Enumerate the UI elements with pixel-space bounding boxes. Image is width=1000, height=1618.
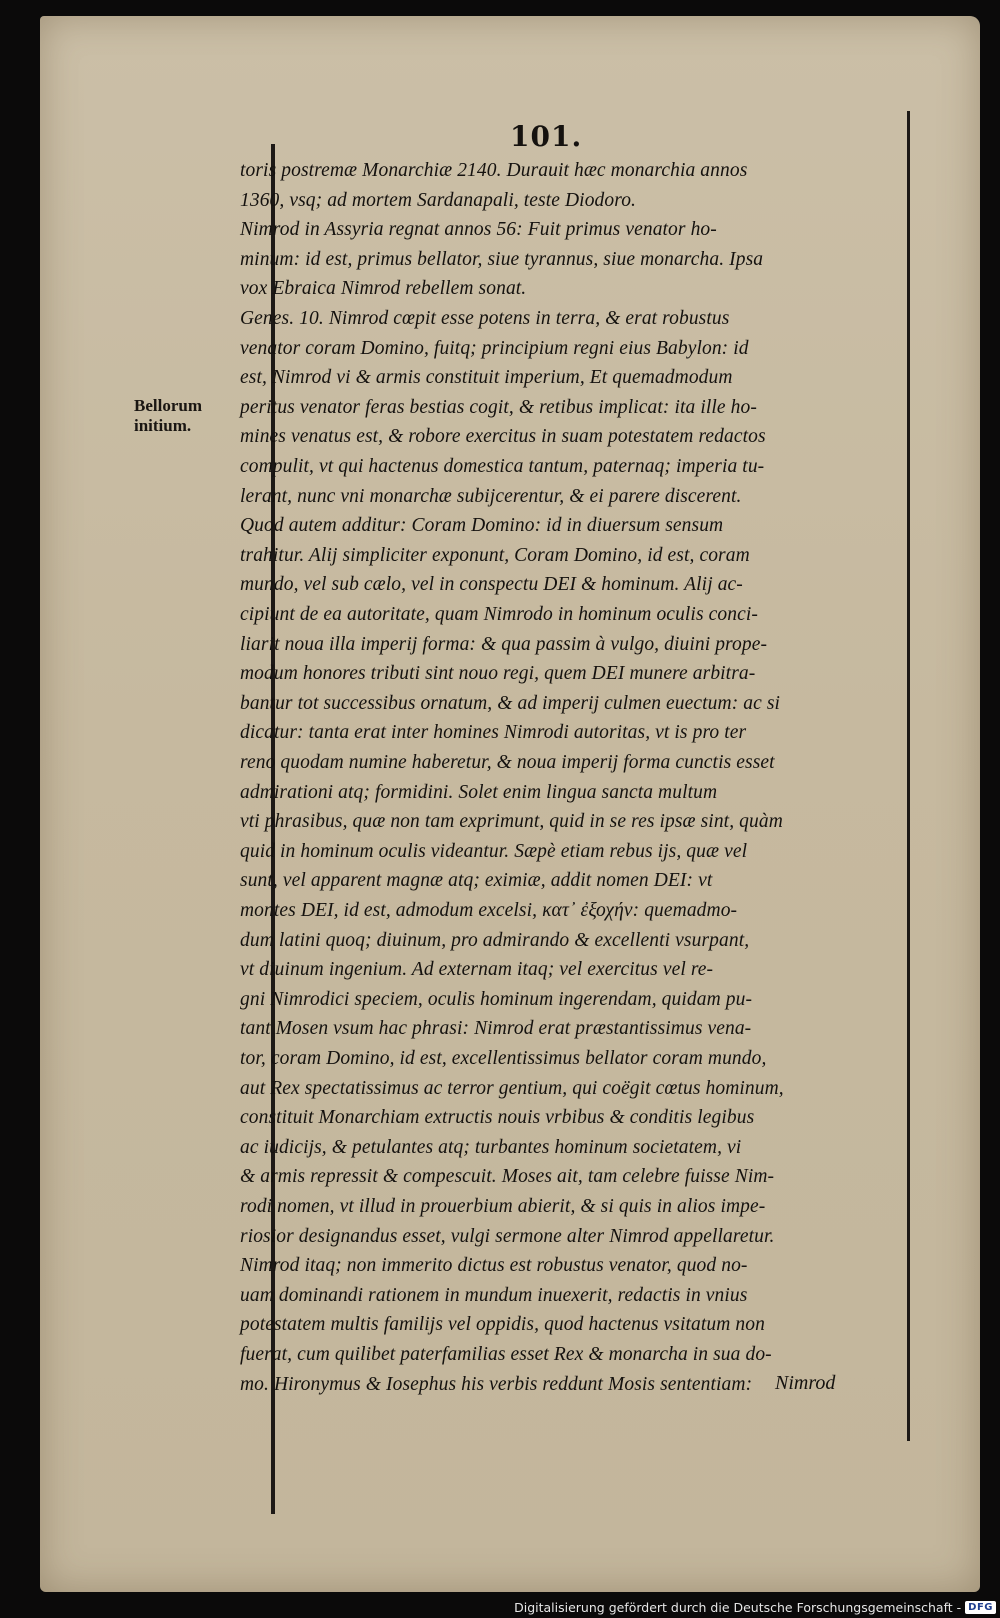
footer-credit: Digitalisierung gefördert durch die Deutsche Forschungsgemeinschaft -: [514, 1599, 962, 1615]
text-line: tor, coram Domino, id est, excellentissimus bellator coram mundo,: [240, 1048, 767, 1069]
text-line: Nimrod in Assyria regnat annos 56: Fuit primus venator ho-: [240, 219, 717, 241]
text-line: fuerat, cum quilibet paterfamilias esset Rex & monarcha in sua do-: [240, 1344, 772, 1365]
marginal-note-line: Bellorum: [134, 396, 202, 415]
text-line: aut Rex spectatissimus ac terror gentium, qui coëgit cœtus hominum,: [240, 1077, 784, 1099]
text-line: vti phrasibus, quæ non tam exprimunt, quid in se res ipsæ sint, quàm: [240, 811, 783, 833]
page-number: 101.: [510, 120, 583, 153]
text-line: ac iudicijs, & petulantes atq; turbantes hominum societatem, vi: [240, 1136, 742, 1158]
text-line: toris postremæ Monarchiæ 2140. Durauit hæc monarchia annos: [240, 160, 748, 181]
text-line: cipiunt de ea autoritate, quam Nimrodo in hominum oculis conci-: [240, 604, 758, 625]
text-line: mo. Hironymus & Iosephus his verbis reddunt Mosis sententiam:: [240, 1373, 753, 1395]
text-line: compulit, vt qui hactenus domestica tantum, paternaq; imperia tu-: [240, 456, 765, 477]
text-line: vt diuinum ingenium. Ad externam itaq; vel exercitus vel re-: [240, 959, 714, 981]
text-line: liarit noua illa imperij forma: & qua passim à vulgo, diuini prope-: [240, 633, 768, 655]
catchword: Nimrod: [775, 1372, 836, 1394]
text-line: dicatur: tanta erat inter homines Nimrodi autoritas, vt is pro ter: [240, 722, 747, 744]
text-line: potestatem multis familijs vel oppidis, quod hactenus vsitatum non: [240, 1314, 765, 1336]
text-line: admirationi atq; formidini. Solet enim lingua sancta multum: [240, 781, 718, 803]
marginal-note: [134, 396, 224, 436]
text-line: Nimrod itaq; non immerito dictus est robustus venator, quod no-: [240, 1255, 748, 1277]
text-line: peritus venator feras bestias cogit, & retibus implicat: ita ille ho-: [240, 396, 757, 418]
text-line: gni Nimrodici speciem, oculis hominum ingerendam, quidam pu-: [240, 988, 753, 1010]
text-line: bantur tot successibus ornatum, & ad imperij culmen euectum: ac si: [240, 692, 781, 714]
text-line: 1360, vsq; ad mortem Sardanapali, teste Diodoro.: [240, 189, 637, 211]
digitization-footer: [514, 1597, 996, 1617]
right-column-rule: [907, 111, 910, 1441]
dfg-logo: DFG: [965, 1601, 996, 1614]
text-line: Quod autem additur: Coram Domino: id in diuersum sensum: [240, 515, 724, 537]
text-line: modum honores tributi sint nouo regi, quem DEI munere arbitra-: [240, 663, 756, 685]
text-line: minum: id est, primus bellator, siue tyrannus, siue monarcha. Ipsa: [240, 248, 764, 270]
text-line: uam dominandi rationem in mundum inuexerit, redactis in vnius: [240, 1284, 748, 1306]
text-line: constituit Monarchiam extructis nouis vrbibus & conditis legibus: [240, 1107, 755, 1129]
text-line: tant Mosen vsum hac phrasi: Nimrod erat præstantissimus vena-: [240, 1018, 752, 1040]
text-line: mundo, vel sub cælo, vel in conspectu DEI & hominum. Alij ac-: [240, 574, 743, 596]
text-line: est, Nimrod vi & armis constituit imperium, Et quemadmodum: [240, 367, 733, 389]
text-line: venator coram Domino, fuitq; principium regni eius Babylon: id: [240, 337, 749, 359]
text-line: lerant, nunc vni monarchæ subijcerentur, & ei parere discerent.: [240, 485, 742, 507]
text-line: dum latini quoq; diuinum, pro admirando & excellenti vsurpant,: [240, 929, 750, 951]
text-line: rodi nomen, vt illud in prouerbium abierit, & si quis in alios impe-: [240, 1196, 766, 1217]
text-line: riosior designandus esset, vulgi sermone alter Nimrod appellaretur.: [240, 1225, 775, 1247]
text-line: trahitur. Alij simpliciter exponunt, Coram Domino, id est, coram: [240, 544, 750, 566]
text-line: vox Ebraica Nimrod rebellem sonat.: [240, 278, 527, 300]
text-line: montes DEI, id est, admodum excelsi, κατ᾽ ἐξοχήν: quemadmo-: [240, 900, 738, 921]
text-line: quid in hominum oculis videantur. Sæpè etiam rebus ijs, quæ vel: [240, 840, 748, 862]
text-line: & armis repressit & compescuit. Moses ait, tam celebre fuisse Nim-: [240, 1166, 775, 1188]
marginal-note-line: initium.: [134, 416, 192, 435]
text-line: reno quodam numine haberetur, & noua imperij forma cunctis esset: [240, 752, 775, 773]
text-line: sunt, vel apparent magnæ atq; eximiæ, addit nomen DEI: vt: [240, 870, 713, 892]
text-line: Genes. 10. Nimrod cœpit esse potens in terra, & erat robustus: [240, 308, 730, 329]
text-line: mines venatus est, & robore exercitus in suam potestatem redactos: [240, 426, 766, 448]
